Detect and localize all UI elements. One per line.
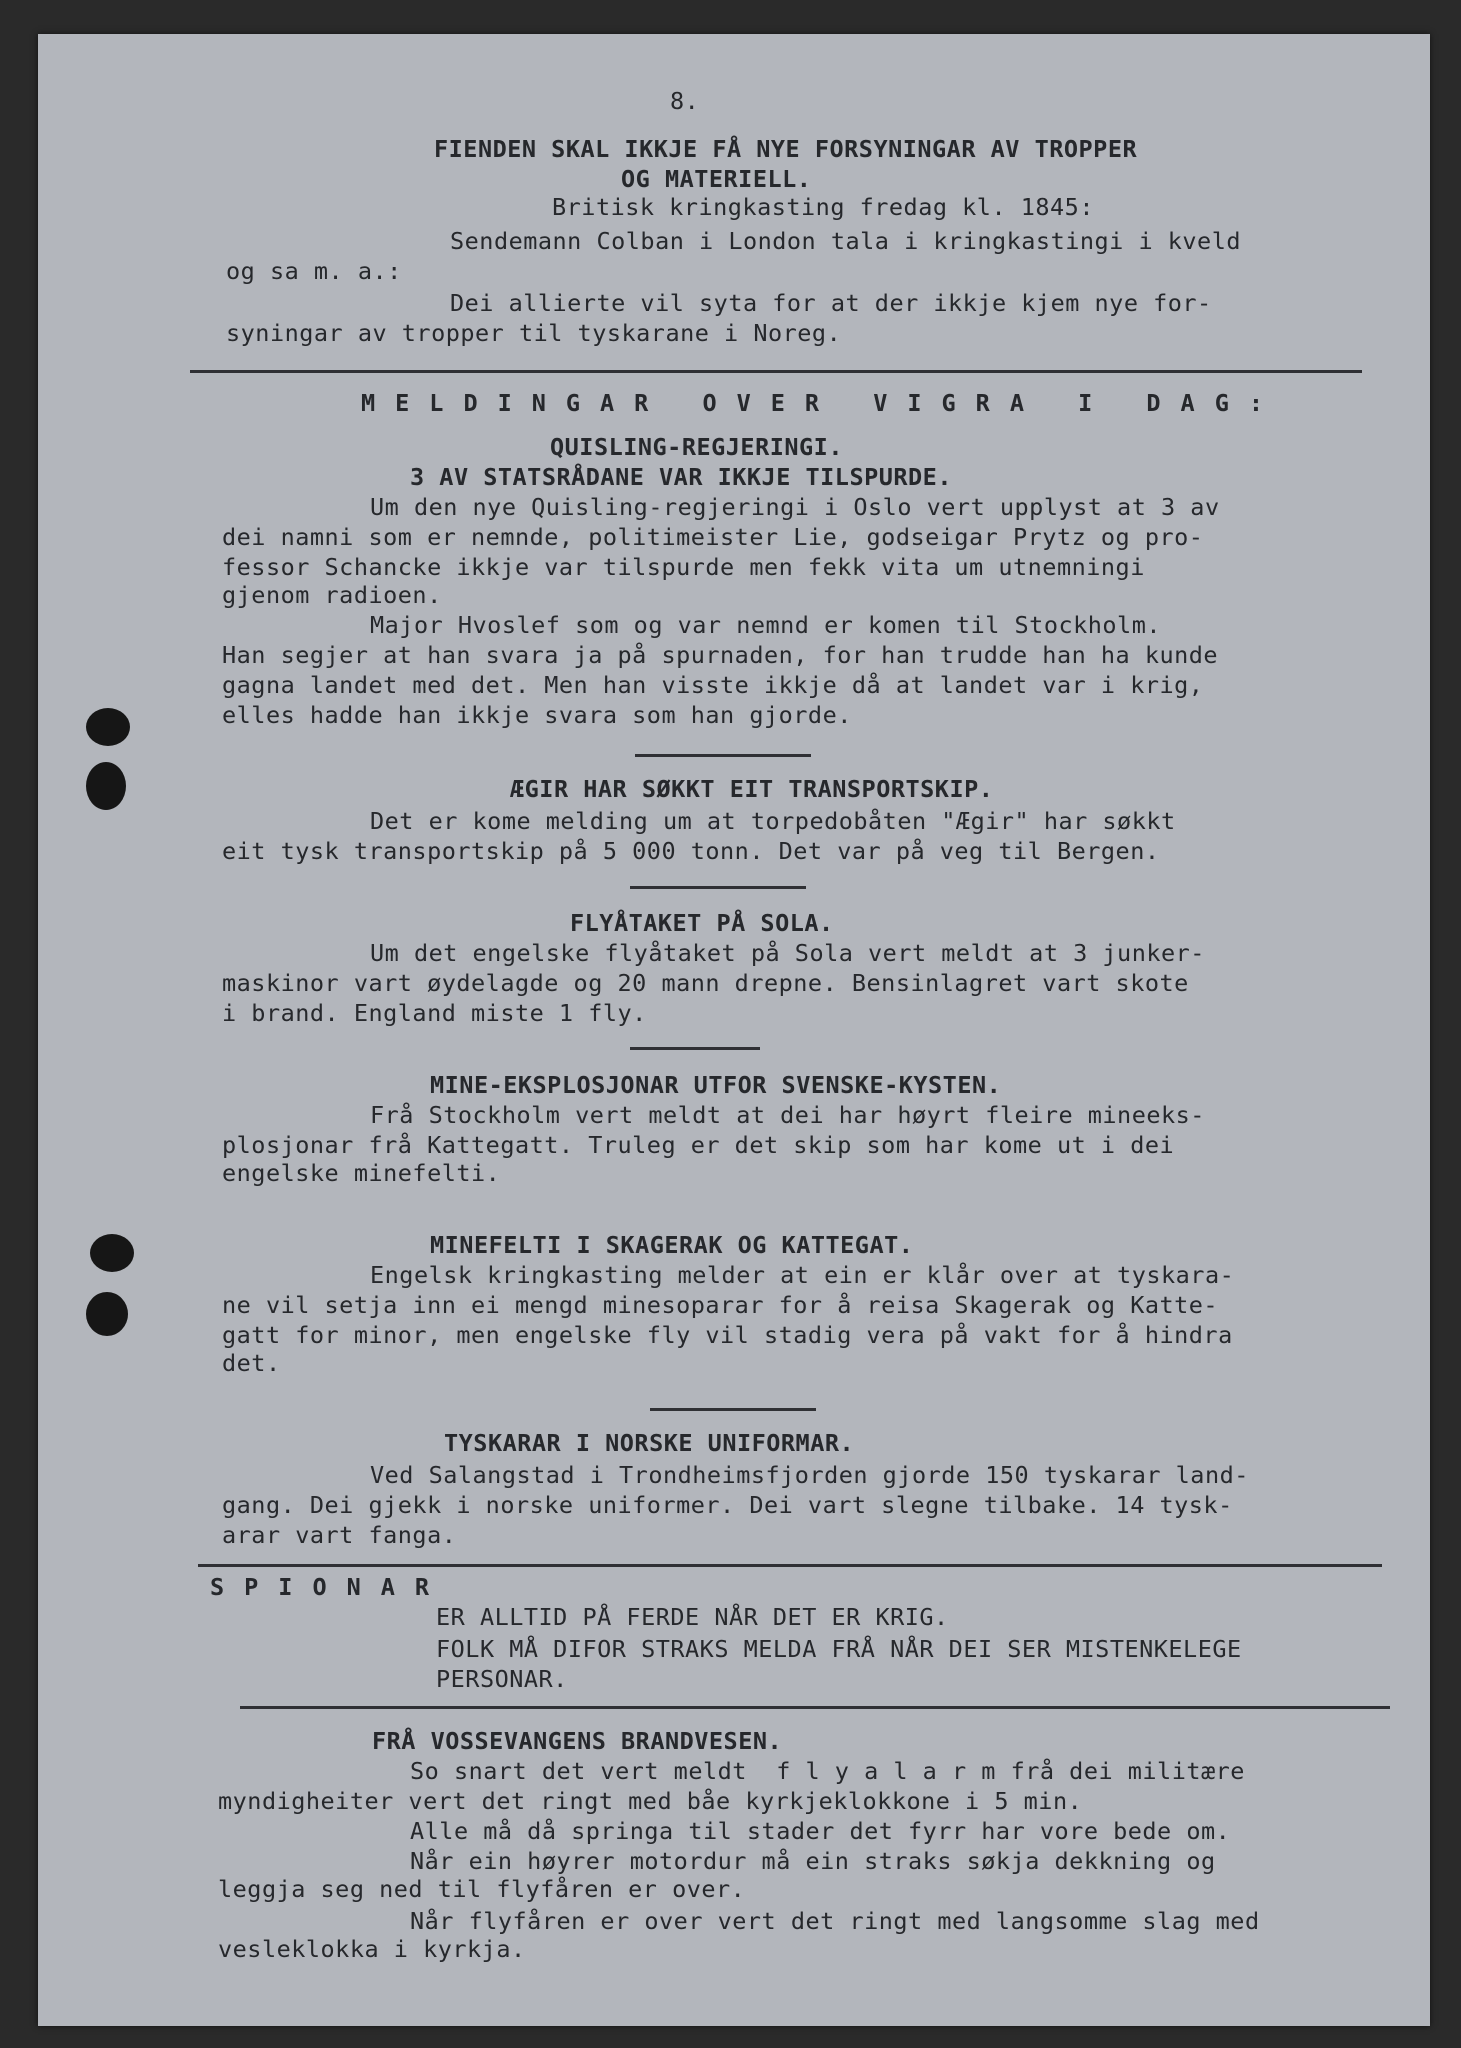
lead-line: syningar av tropper til tyskarane i Noreg.: [226, 319, 842, 347]
punch-hole: [86, 762, 126, 810]
quisling-line: Um den nye Quisling-regjeringi i Oslo vert upplyst at 3 av: [370, 493, 1220, 521]
aegir-line: eit tysk transportskip på 5 000 tonn. Det var på veg til Bergen.: [222, 837, 1160, 865]
minefields-line: Engelsk kringkasting melder at ein er klår over at tyskara-: [370, 1261, 1235, 1289]
mines-line: plosjonar frå Kattegatt. Truleg er det skip som har kome ut i dei: [222, 1131, 1175, 1159]
quisling-line: gjenom radioen.: [222, 581, 442, 609]
separator: [630, 886, 806, 889]
section-header: MELDINGAR OVER VIGRA I DAG:: [361, 389, 1284, 417]
uniforms-headline: TYSKARAR I NORSKE UNIFORMAR.: [444, 1429, 855, 1457]
uniforms-line: gang. Dei gjekk i norske uniformer. Dei vart slegne tilbake. 14 tysk-: [222, 1491, 1233, 1519]
quisling-line: fessor Schancke ikkje var tilspurde men fekk vita um utnemningi: [222, 553, 1145, 581]
quisling-line: elles hadde han ikkje svara som han gjorde.: [222, 701, 852, 729]
minefields-line: gatt for minor, men engelske fly vil stadig vera på vakt for å hindra: [222, 1321, 1233, 1349]
quisling-line: Major Hvoslef som og var nemnd er komen til Stockholm.: [370, 611, 1162, 639]
document-page: [38, 34, 1430, 2026]
separator: [650, 1408, 816, 1411]
quisling-subheadline: 3 AV STATSRÅDANE VAR IKKJE TILSPURDE.: [410, 463, 952, 491]
minefields-line: det.: [222, 1349, 281, 1377]
divider: [190, 370, 1362, 373]
uniforms-line: Ved Salangstad i Trondheimsfjorden gjorde 150 tyskarar land-: [370, 1461, 1249, 1489]
spies-line: FOLK MÅ DIFOR STRAKS MELDA FRÅ NÅR DEI SER MISTENKELEGE: [436, 1635, 1242, 1663]
separator: [630, 1047, 760, 1050]
sola-line: Um det engelske flyåtaket på Sola vert meldt at 3 junker-: [370, 939, 1205, 967]
punch-hole: [90, 1234, 134, 1272]
sola-line: i brand. England miste 1 fly.: [222, 999, 647, 1027]
fire-brigade-line: vesleklokka i kyrkja.: [218, 1935, 526, 1963]
fire-brigade-headline: FRÅ VOSSEVANGENS BRANDVESEN.: [372, 1727, 783, 1755]
spies-line: PERSONAR.: [436, 1665, 568, 1693]
fire-brigade-line: leggja seg ned til flyfåren er over.: [218, 1875, 746, 1903]
fire-brigade-line: Alle må då springa til stader det fyrr har vore bede om.: [410, 1817, 1231, 1845]
quisling-line: gagna landet med det. Men han visste ikkje då at landet var i krig,: [222, 671, 1204, 699]
uniforms-line: arar vart fanga.: [222, 1521, 457, 1549]
mines-line: Frå Stockholm vert meldt at dei har høyrt fleire mineeks-: [370, 1101, 1205, 1129]
quisling-headline: QUISLING-REGJERINGI.: [550, 433, 843, 461]
punch-hole: [86, 1292, 128, 1336]
fire-brigade-line: myndigheiter vert det ringt med båe kyrkjeklokkone i 5 min.: [218, 1787, 1083, 1815]
lead-headline-cont: OG MATERIELL.: [621, 165, 812, 193]
spies-line: ER ALLTID PÅ FERDE NÅR DET ER KRIG.: [436, 1603, 949, 1631]
aegir-headline: ÆGIR HAR SØKKT EIT TRANSPORTSKIP.: [510, 775, 994, 803]
divider: [198, 1564, 1382, 1567]
fire-brigade-line: Når ein høyrer motordur må ein straks søkja dekkning og: [410, 1847, 1216, 1875]
minefields-line: ne vil setja inn ei mengd minesoparar for å reisa Skagerak og Katte-: [222, 1291, 1219, 1319]
mines-headline: MINE-EKSPLOSJONAR UTFOR SVENSKE-KYSTEN.: [430, 1071, 1002, 1099]
spies-label: SPIONAR: [210, 1573, 450, 1601]
lead-line: Sendemann Colban i London tala i kringkastingi i kveld: [450, 227, 1242, 255]
minefields-headline: MINEFELTI I SKAGERAK OG KATTEGAT.: [430, 1231, 914, 1259]
quisling-line: Han segjer at han svara ja på spurnaden, for han trudde han ha kunde: [222, 641, 1219, 669]
lead-line: Dei allierte vil syta for at der ikkje kjem nye for-: [450, 289, 1212, 317]
fire-brigade-line: Når flyfåren er over vert det ringt med langsomme slag med: [410, 1907, 1260, 1935]
mines-line: engelske minefelti.: [222, 1159, 501, 1187]
page-number: 8.: [670, 87, 700, 115]
sola-headline: FLYÅTAKET PÅ SOLA.: [570, 909, 834, 937]
sola-line: maskinor vart øydelagde og 20 mann drepne. Bensinlagret vart skote: [222, 969, 1189, 997]
divider: [240, 1706, 1390, 1709]
lead-line: og sa m. a.:: [226, 257, 402, 285]
separator: [635, 754, 811, 757]
quisling-line: dei namni som er nemnde, politimeister Lie, godseigar Prytz og pro-: [222, 523, 1204, 551]
lead-headline: FIENDEN SKAL IKKJE FÅ NYE FORSYNINGAR AV TROPPER: [434, 135, 1138, 163]
lead-source: Britisk kringkasting fredag kl. 1845:: [552, 193, 1094, 221]
fire-brigade-line: So snart det vert meldt f l y a l a r m frå dei militære: [410, 1757, 1245, 1785]
punch-hole: [86, 708, 130, 746]
aegir-line: Det er kome melding um at torpedobåten "Ægir" har søkkt: [370, 807, 1176, 835]
